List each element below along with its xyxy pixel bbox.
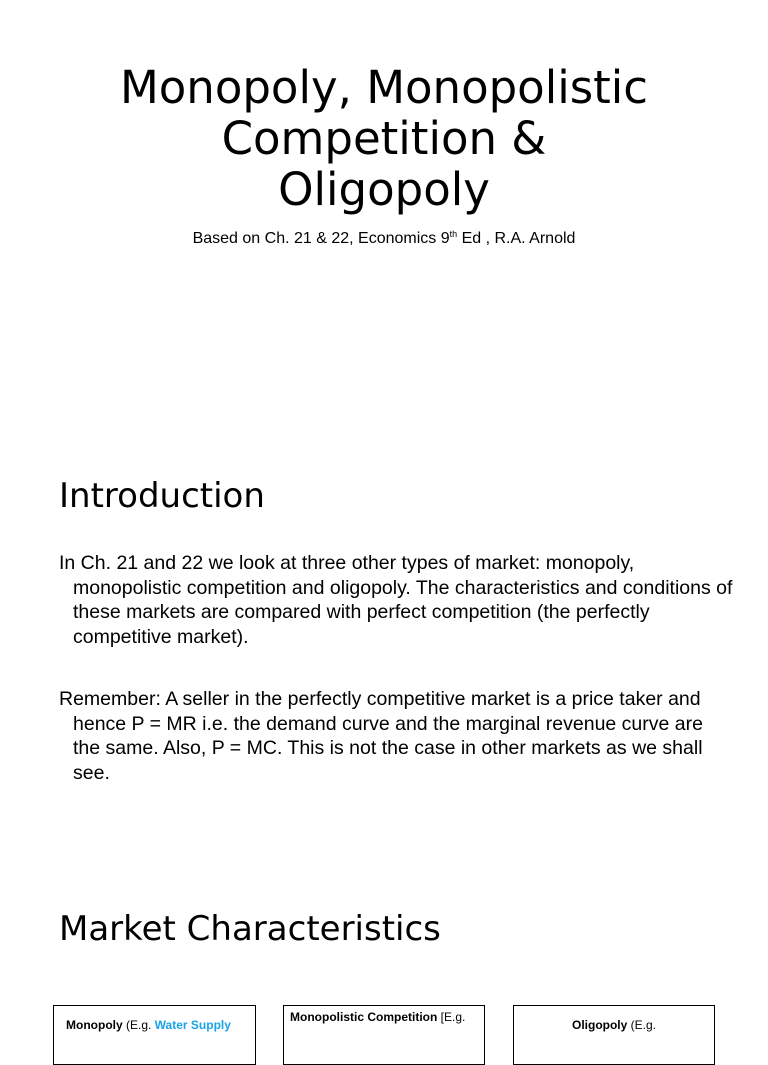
slide-subtitle [60,229,708,249]
subtitle-text-end: Ed , R.A. Arnold [457,230,576,247]
column-title: Monopoly [66,1018,123,1032]
column-text: [E.g. [437,1010,466,1024]
oligopoly-column [513,1005,715,1065]
subtitle-text: Based on Ch. 21 & 22, Economics 9 [192,230,450,247]
column-title: Monopolistic Competition [290,1010,438,1024]
slide-title [60,62,708,215]
column-text: (E.g. [122,1018,155,1032]
subtitle-superscript: th [449,229,458,239]
intro-paragraph: In Ch. 21 and 22 we look at three other types of market: monopoly, monopolistic competition and oligopoly. The characteristics and conditions of these markets are compared with perfect competition (the perfectly competitive market). [59,552,733,648]
column-text: (E.g. [627,1018,657,1032]
water-supply-link[interactable]: Water Supply [154,1018,231,1032]
introduction-heading: Introduction [59,476,265,516]
title-line: Oligopoly [278,163,490,216]
title-line: Monopoly, Monopolistic [119,61,649,114]
column-title: Oligopoly [571,1018,628,1032]
market-characteristics-heading: Market Characteristics [59,909,441,949]
monopoly-column [53,1005,256,1065]
remember-paragraph: Remember: A seller in the perfectly competitive market is a price taker and hence P = MR i.e. the demand curve and the marginal revenue curve are the same. Also, P = MC. This is not the case in other markets as we shall see. [59,688,703,784]
monopolistic-competition-column [283,1005,485,1065]
title-line: Competition & [221,112,547,165]
